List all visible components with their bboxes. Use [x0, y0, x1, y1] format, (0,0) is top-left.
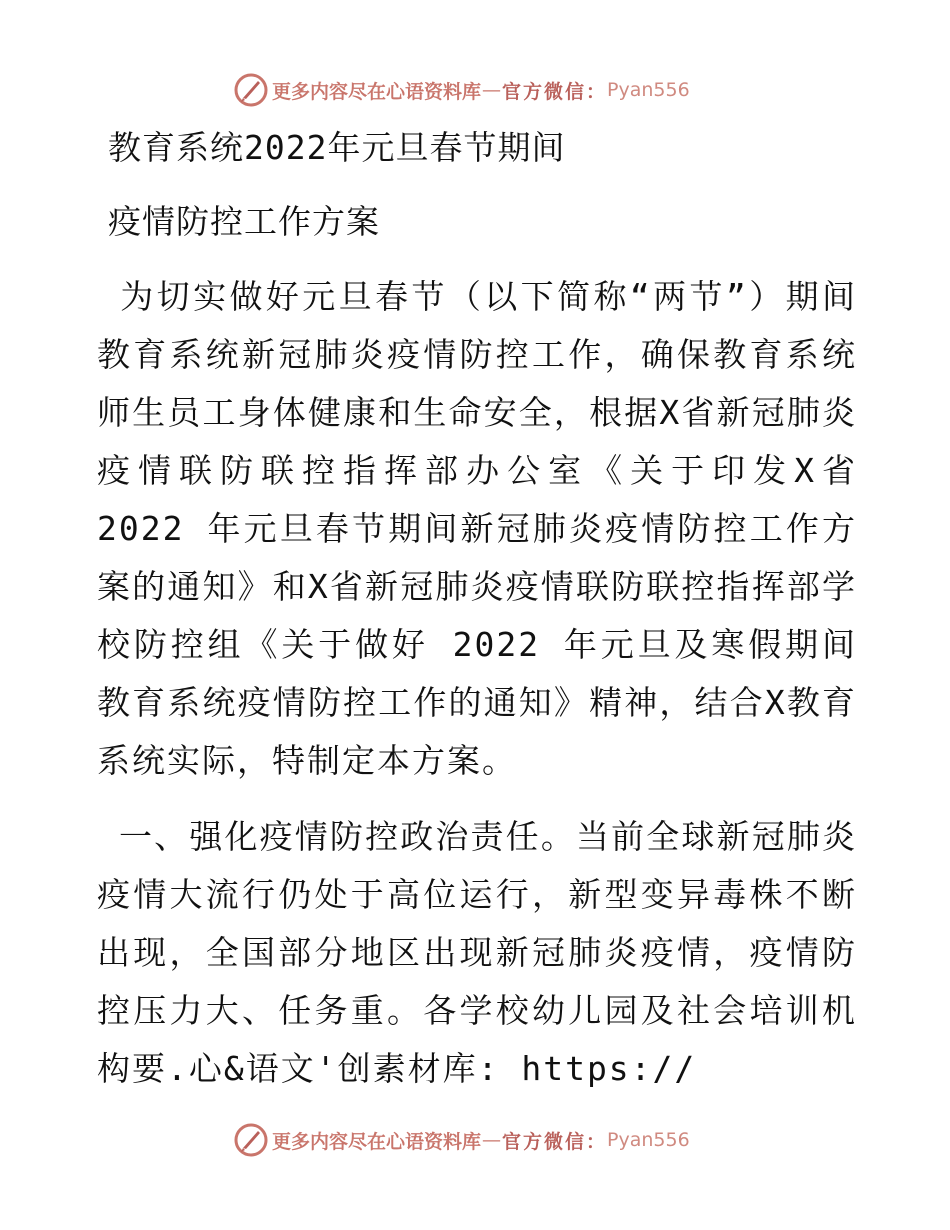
- watermark-official-label: 官方微信：: [502, 1130, 608, 1153]
- quill-seal-icon: [234, 1123, 268, 1157]
- document-title-line-1: 教育系统2022年元旦春节期间: [108, 128, 566, 167]
- watermark-official-label: 官方微信：: [502, 80, 608, 103]
- watermark-separator: —: [482, 79, 502, 101]
- watermark-wechat-id: Pyan556: [607, 1129, 690, 1151]
- watermark-separator: —: [482, 1129, 502, 1151]
- document-title-line-2: 疫情防控工作方案: [108, 202, 380, 241]
- watermark-main-text: 更多内容尽在心语资料库: [272, 1130, 482, 1153]
- watermark-main-text: 更多内容尽在心语资料库: [272, 80, 482, 103]
- intro-paragraph: 为切实做好元旦春节（以下简称“两节”）期间教育系统新冠肺炎疫情防控工作，确保教育系统师生员工身体健康和生命安全，根据X省新冠肺炎疫情联防联控指挥部办公室《关于印发X省 2022 年元旦春节期间新冠肺炎疫情防控工作方案的通知》和X省新冠肺炎疫情联防联控指挥部学校防控组《关于做好 2022 年元旦及寒假期间教育系统疫情防控工作的通知》精神，结合X教育系统实际，特制定本方案。: [97, 277, 879, 780]
- header-watermark: [234, 70, 714, 110]
- section-one-paragraph: 一、强化疫情防控政治责任。当前全球新冠肺炎疫情大流行仍处于高位运行，新型变异毒株不断出现，全国部分地区出现新冠肺炎疫情，疫情防控压力大、任务重。各学校幼儿园及社会培训机构要.心&语文'创素材库: https://: [97, 817, 858, 1088]
- quill-seal-icon: [234, 73, 268, 107]
- footer-watermark: [234, 1120, 714, 1160]
- watermark-wechat-id: Pyan556: [607, 79, 690, 101]
